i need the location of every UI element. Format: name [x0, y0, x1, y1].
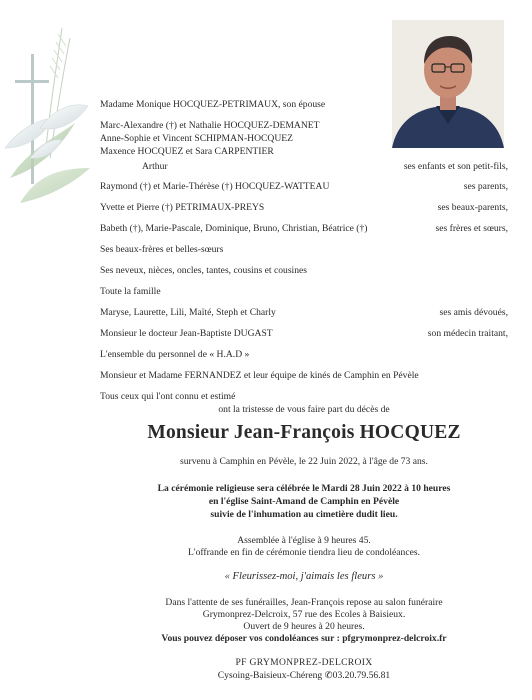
family-name: Marc-Alexandre (†) et Nathalie HOCQUEZ-DEMANET [100, 120, 320, 131]
family-row [100, 222, 508, 235]
offering-info: L'offrande en fin de cérémonie tiendra lieu de condoléances. [188, 547, 420, 558]
assembly-info: Assemblée à l'église à 9 heures 45. [237, 535, 371, 546]
relation: ses amis dévoués, [439, 307, 508, 318]
family-row [100, 201, 508, 214]
family-name: Monsieur et Madame FERNANDEZ et leur équipe de kinés de Camphin en Pévèle [100, 370, 419, 381]
ceremony-line: en l'église Saint-Amand de Camphin en Pévèle [208, 496, 400, 507]
family-name: Arthur [142, 161, 168, 172]
rest-info: Grymonprez-Delcroix, 57 rue des Ecoles à Baisieux. [202, 609, 406, 620]
relation: ses parents, [463, 181, 508, 192]
family-row [100, 160, 508, 173]
family-name: Ses neveux, nièces, oncles, tantes, cousins et cousines [100, 265, 308, 276]
family-row [100, 348, 508, 361]
family-name: Raymond (†) et Marie-Thérèse (†) HOCQUEZ-WATTEAU [100, 181, 330, 192]
family-row [100, 119, 508, 132]
family-name: Monsieur le docteur Jean-Baptiste DUGAST [100, 328, 273, 339]
family-name: Madame Monique HOCQUEZ-PETRIMAUX, son épouse [100, 99, 326, 110]
family-row [100, 264, 508, 277]
family-name: Ses beaux-frères et belles-sœurs [100, 244, 224, 255]
family-row [100, 243, 508, 256]
family-row [100, 180, 508, 193]
family-name: Tous ceux qui l'ont connu et estimé [100, 391, 236, 402]
family-row [100, 306, 508, 319]
family-name: Maxence HOCQUEZ et Sara CARPENTIER [100, 146, 274, 157]
rest-info: Dans l'attente de ses funérailles, Jean-François repose au salon funéraire [165, 597, 443, 608]
relation: ses beaux-parents, [437, 202, 508, 213]
family-name: Babeth (†), Marie-Pascale, Dominique, Bruno, Christian, Béatrice (†) [100, 223, 368, 234]
relation: son médecin traitant, [427, 328, 508, 339]
family-name: Yvette et Pierre (†) PETRIMAUX-PREYS [100, 202, 265, 213]
relation: ses enfants et son petit-fils, [403, 161, 508, 172]
family-name: Maryse, Laurette, Lili, Maïté, Steph et Charly [100, 307, 276, 318]
family-row [100, 285, 508, 298]
death-details: survenu à Camphin en Pévèle, le 22 Juin 2022, à l'âge de 73 ans. [180, 456, 428, 467]
condolences-link[interactable]: Vous pouvez déposer vos condoléances sur : pfgrymonprez-delcroix.fr [161, 633, 447, 644]
family-row [100, 390, 508, 403]
cross-lily-decoration-icon [0, 28, 100, 218]
family-row [100, 145, 508, 158]
family-row [100, 132, 508, 145]
relation: ses frères et sœurs, [435, 223, 508, 234]
quote: « Fleurissez-moi, j'aimais les fleurs » [224, 571, 384, 582]
family-name: Toute la famille [100, 286, 161, 297]
announcement-intro: ont la tristesse de vous faire part du décès de [218, 404, 390, 415]
funeral-home-address: Cysoing-Baisieux-Chéreng ✆03.20.79.56.81 [217, 670, 391, 681]
deceased-name: Monsieur Jean-François HOCQUEZ [147, 422, 461, 443]
ceremony-line: suivie de l'inhumation au cimetière dudit lieu. [210, 509, 398, 520]
family-row [100, 369, 508, 382]
family-name: L'ensemble du personnel de « H.A.D » [100, 349, 250, 360]
ceremony-line: La cérémonie religieuse sera célébrée le Mardi 28 Juin 2022 à 10 heures [157, 483, 451, 494]
family-name: Anne-Sophie et Vincent SCHIPMAN-HOCQUEZ [100, 133, 293, 144]
family-row [100, 327, 508, 340]
family-row [100, 98, 508, 111]
rest-info: Ouvert de 9 heures à 20 heures. [243, 621, 365, 632]
funeral-home-name: PF GRYMONPREZ-DELCROIX [235, 657, 373, 668]
